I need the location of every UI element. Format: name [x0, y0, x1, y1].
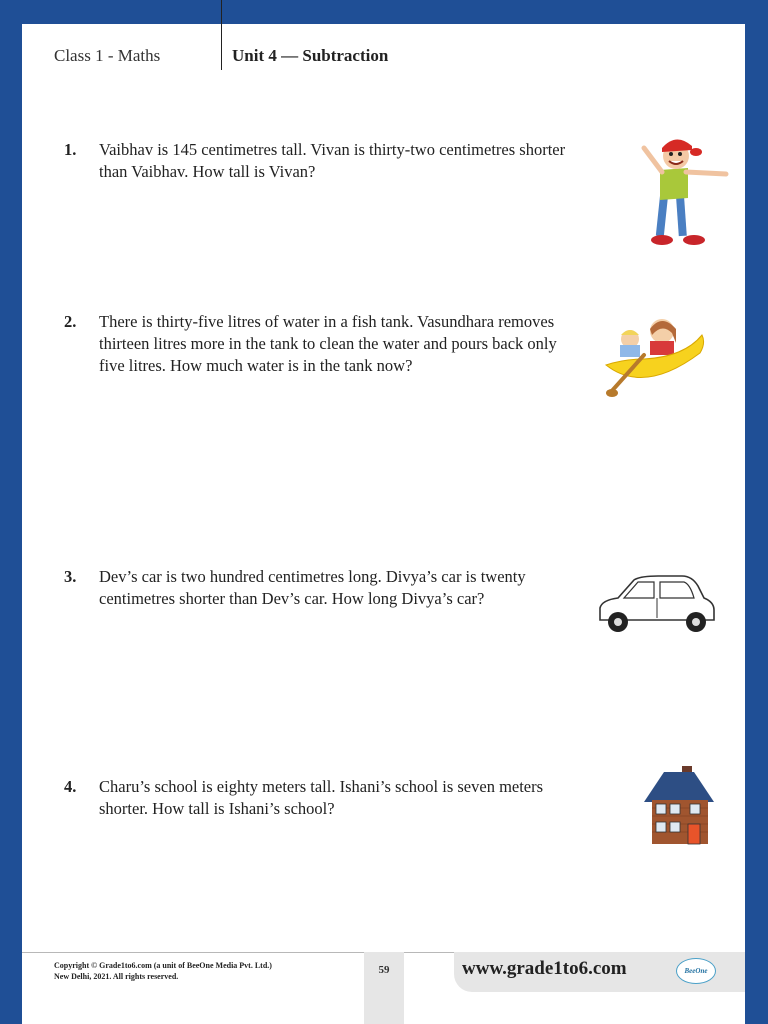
page-number-box [364, 952, 404, 1024]
page-footer [22, 952, 745, 1024]
car-icon [596, 572, 718, 638]
question-number: 2. [64, 312, 77, 331]
website-banner [454, 952, 745, 992]
boy-cartoon-icon [640, 134, 732, 248]
copyright-notice [54, 960, 354, 982]
kids-in-boat-icon [604, 313, 706, 401]
copyright-line-2: New Delhi, 2021. All rights reserved. [54, 972, 179, 981]
copyright-line-1: Copyright © Grade1to6.com (a unit of BeeOne Media Pvt. Ltd.) [54, 961, 272, 970]
house-icon [642, 764, 716, 848]
unit-title: Unit 4 — Subtraction [232, 46, 389, 65]
question-number: 4. [64, 777, 77, 796]
question-text: Vaibhav is 145 centimetres tall. Vivan is thirty-two centimetres shorter than Vaibhav. How tall is Vivan? [99, 140, 566, 181]
question-number: 1. [64, 140, 77, 159]
question-number: 3. [64, 567, 77, 586]
question-text: Dev’s car is two hundred centimetres long. Divya’s car is twenty centimetres shorter than Dev’s car. How long Divya’s car? [99, 567, 526, 608]
beeone-logo: BeeOne [676, 958, 716, 984]
website-link[interactable]: www.grade1to6.com [462, 958, 627, 979]
question-text: Charu’s school is eighty meters tall. Ishani’s school is seven meters shorter. How tall is Ishani’s school? [99, 777, 544, 818]
page-number: 59 [378, 964, 390, 976]
question-text: There is thirty-five litres of water in a fish tank. Vasundhara removes thirteen litres more in the tank to clean the water and pours back only five litres. How much water is in the tank now? [99, 312, 557, 375]
header-divider [221, 0, 222, 70]
class-label: Class 1 - Maths [54, 46, 161, 65]
